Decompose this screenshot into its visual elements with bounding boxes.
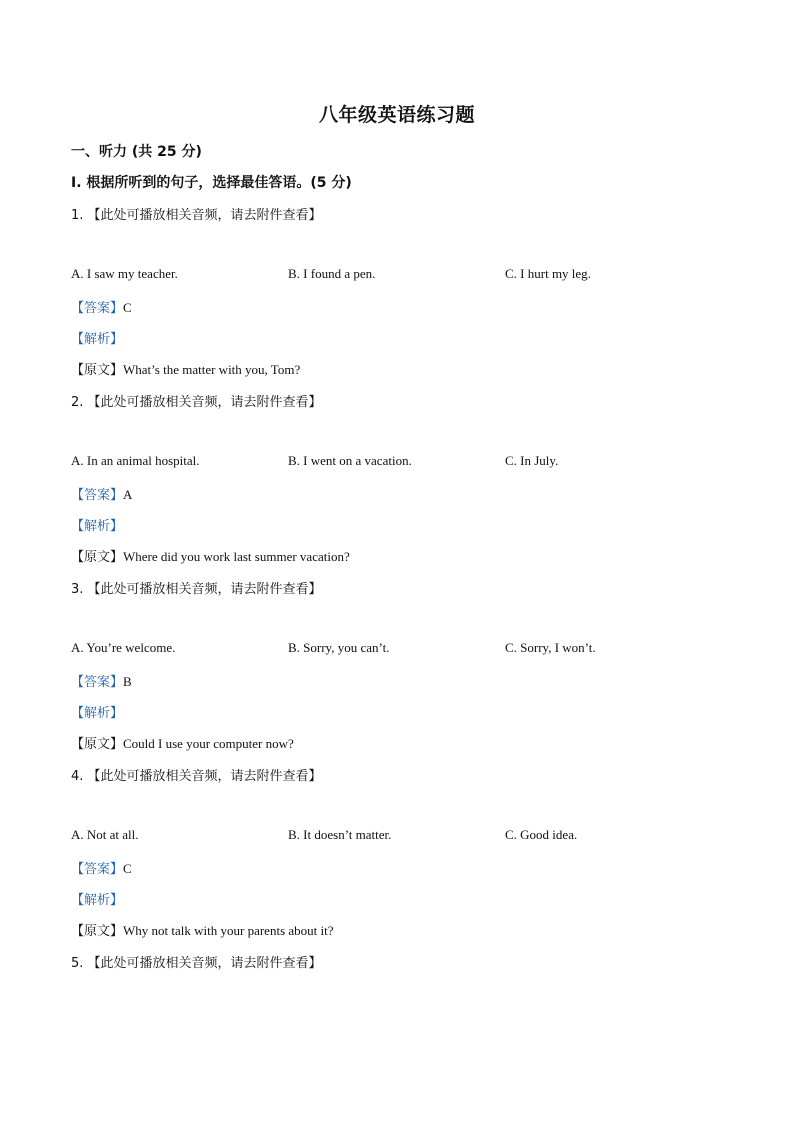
question-4 (71, 765, 322, 784)
question-3 (71, 578, 322, 597)
answer-value: C (123, 861, 132, 876)
original-label: 【原文】 (71, 550, 124, 565)
original-label: 【原文】 (71, 363, 124, 378)
analysis-line (71, 515, 123, 534)
audio-prompt: 【此处可播放相关音频，请去附件查看】 (87, 582, 322, 597)
option-a: A. Not at all. (71, 827, 139, 842)
audio-prompt: 【此处可播放相关音频，请去附件查看】 (87, 956, 322, 971)
option-a: A. In an animal hospital. (71, 453, 200, 468)
original-label: 【原文】 (71, 924, 124, 939)
part-heading: Ⅰ. 根据所听到的句子，选择最佳答语。(5 分) (71, 175, 352, 191)
option-c: C. In July. (505, 453, 559, 468)
question-number: 4. (71, 769, 84, 784)
original-text: Where did you work last summer vacation? (123, 549, 350, 564)
original-text: Why not talk with your parents about it? (123, 923, 334, 938)
answer-line (71, 484, 132, 503)
original-line (71, 733, 294, 752)
question-number: 2. (71, 395, 84, 410)
option-a: A. You’re welcome. (71, 640, 176, 655)
audio-prompt: 【此处可播放相关音频，请去附件查看】 (87, 769, 322, 784)
section-heading: 一、听力 (共 25 分) (71, 144, 202, 160)
analysis-line (71, 702, 123, 721)
analysis-label: 【解析】 (71, 706, 124, 721)
audio-prompt: 【此处可播放相关音频，请去附件查看】 (87, 395, 322, 410)
original-text: What’s the matter with you, Tom? (123, 362, 301, 377)
answer-label: 【答案】 (71, 862, 124, 877)
question-number: 3. (71, 582, 84, 597)
page-title: 八年级英语练习题 (318, 105, 475, 126)
answer-label: 【答案】 (71, 675, 124, 690)
answer-line (71, 671, 132, 690)
analysis-line (71, 889, 123, 908)
original-label: 【原文】 (71, 737, 124, 752)
original-line (71, 359, 300, 378)
answer-line (71, 297, 132, 316)
option-b: B. Sorry, you can’t. (288, 640, 390, 655)
question-2 (71, 391, 322, 410)
option-b: B. I found a pen. (288, 266, 376, 281)
option-b: B. It doesn’t matter. (288, 827, 392, 842)
option-c: C. I hurt my leg. (505, 266, 591, 281)
answer-value: C (123, 300, 132, 315)
analysis-line (71, 328, 123, 347)
option-c: C. Good idea. (505, 827, 578, 842)
answer-line (71, 858, 132, 877)
question-5 (71, 952, 322, 971)
analysis-label: 【解析】 (71, 519, 124, 534)
question-number: 5. (71, 956, 84, 971)
option-a: A. I saw my teacher. (71, 266, 178, 281)
question-1 (71, 204, 322, 223)
question-number: 1. (71, 208, 84, 223)
original-text: Could I use your computer now? (123, 736, 294, 751)
answer-label: 【答案】 (71, 488, 124, 503)
option-b: B. I went on a vacation. (288, 453, 412, 468)
audio-prompt: 【此处可播放相关音频，请去附件查看】 (87, 208, 322, 223)
analysis-label: 【解析】 (71, 332, 124, 347)
original-line (71, 546, 350, 565)
option-c: C. Sorry, I won’t. (505, 640, 596, 655)
answer-value: B (123, 674, 132, 689)
answer-label: 【答案】 (71, 301, 124, 316)
analysis-label: 【解析】 (71, 893, 124, 908)
original-line (71, 920, 334, 939)
answer-value: A (123, 487, 133, 502)
